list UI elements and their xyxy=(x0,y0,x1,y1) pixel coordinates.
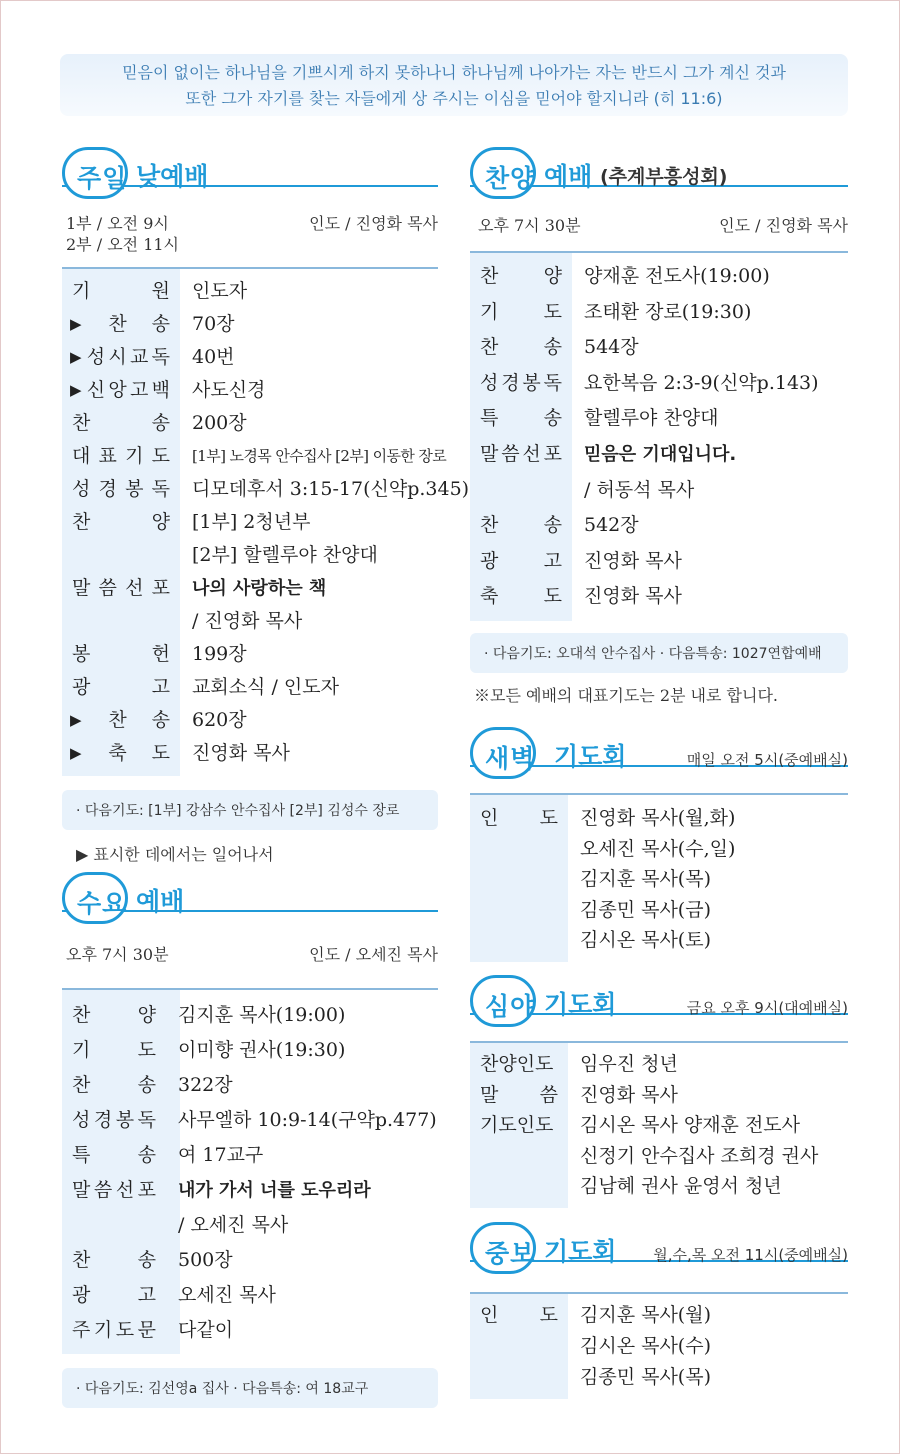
label-char: 양 xyxy=(137,1004,156,1026)
leader-row xyxy=(470,864,848,895)
label-char: 도 xyxy=(543,300,562,323)
row-label xyxy=(470,1110,568,1141)
leader-table xyxy=(470,1041,848,1208)
service-row xyxy=(62,605,438,638)
section-title: 낮예배 xyxy=(136,162,209,191)
label-char: 찬 xyxy=(72,1074,91,1096)
label-char: 문 xyxy=(137,1319,156,1341)
label-char: 송 xyxy=(137,1249,156,1271)
section-title: 기도회 xyxy=(544,990,617,1019)
row-value: 교회소식 / 인도자 xyxy=(192,676,339,698)
row-value: 나의 사랑하는 책 xyxy=(192,578,327,599)
meeting-time: 금요 오후 9시(대예배실) xyxy=(686,999,848,1017)
dawn-prayer-section xyxy=(470,727,848,962)
label-char: 축 xyxy=(108,742,127,764)
service-row xyxy=(62,275,438,308)
section-header xyxy=(470,1222,848,1278)
service-row xyxy=(470,1080,848,1111)
row-label xyxy=(470,1171,568,1202)
label-char: 고 xyxy=(130,379,149,401)
label-char: 송 xyxy=(151,313,170,335)
row-value: 김시온 목사(수) xyxy=(580,1335,711,1357)
next-prayer-note: · 다음기도: [1부] 강삼수 안수집사 [2부] 김성수 장로 xyxy=(62,790,438,830)
row-value: 진영화 목사 xyxy=(584,585,682,608)
label-char: 독 xyxy=(151,478,170,500)
label-char: 기 xyxy=(125,445,144,467)
label-char: 씀 xyxy=(539,1083,558,1106)
header-badge xyxy=(470,975,536,1027)
row-label xyxy=(470,864,568,895)
row-label xyxy=(62,539,180,572)
row-value: 인도자 xyxy=(192,280,248,302)
row-label xyxy=(470,437,572,473)
header-badge xyxy=(62,147,128,199)
bible-verse xyxy=(60,54,848,116)
stand-arrow-icon: ▶ xyxy=(70,348,82,366)
service-schedule xyxy=(62,944,438,974)
prayer-time-notice: ※모든 예배의 대표기도는 2분 내로 합니다. xyxy=(474,685,778,705)
label-char: 기도인도 xyxy=(480,1114,554,1137)
row-label xyxy=(470,579,572,615)
row-value: 내가 가서 너를 도우리라 xyxy=(178,1180,371,1201)
section-title: 예배 xyxy=(544,162,593,191)
label-char: 봉 xyxy=(125,478,144,500)
row-value: 진영화 목사 xyxy=(192,742,290,764)
section-title: 기도회 xyxy=(544,1237,617,1266)
row-value: 40번 xyxy=(192,346,235,368)
header-badge xyxy=(470,727,536,779)
service-row xyxy=(62,1068,438,1103)
label-char: 고 xyxy=(151,676,170,698)
label-char: 포 xyxy=(543,442,562,465)
schedule-line: 오후 7시 30분 xyxy=(478,216,581,235)
label-char: 송 xyxy=(543,407,562,430)
label-char: 독 xyxy=(137,1109,156,1131)
service-row xyxy=(62,407,438,440)
label-char: 앙 xyxy=(108,379,127,401)
row-value: 김지훈 목사(목) xyxy=(580,868,711,891)
label-char: 찬양인도 xyxy=(480,1053,554,1075)
label-char: 말 xyxy=(480,1083,499,1106)
label-char: 송 xyxy=(151,412,170,434)
row-label xyxy=(62,1068,166,1103)
label-char: 성 xyxy=(86,346,106,368)
row-value: 김시온 목사(토) xyxy=(580,929,711,952)
row-label xyxy=(62,407,180,440)
leader-row xyxy=(470,895,848,926)
row-label xyxy=(470,925,568,956)
service-row xyxy=(62,572,438,605)
service-row xyxy=(470,330,848,366)
row-label xyxy=(62,704,180,737)
label-char: 성 xyxy=(72,478,91,500)
service-row xyxy=(62,1313,438,1348)
row-label xyxy=(62,1278,166,1313)
row-label xyxy=(62,737,180,770)
service-schedule xyxy=(470,215,848,245)
row-value: 김지훈 목사(월) xyxy=(580,1304,711,1326)
stand-arrow-icon: ▶ xyxy=(70,711,82,729)
label-char: 봉 xyxy=(72,643,91,665)
label-char: 경 xyxy=(93,1109,113,1131)
stand-arrow-icon: ▶ xyxy=(70,381,82,399)
badge-text: 주일 xyxy=(77,164,128,193)
label-char: 대 xyxy=(72,445,91,467)
row-value: 200장 xyxy=(192,412,247,434)
wednesday-service-section xyxy=(62,872,438,1408)
row-value: [2부] 할렐루야 찬양대 xyxy=(192,544,378,566)
label-char: 도 xyxy=(539,807,558,829)
leader-table xyxy=(470,793,848,962)
service-row xyxy=(62,440,447,473)
label-char: 봉 xyxy=(522,371,541,394)
row-label xyxy=(470,1300,568,1331)
row-label xyxy=(470,895,568,926)
service-row xyxy=(62,506,438,539)
row-label xyxy=(470,473,572,509)
service-row xyxy=(470,1049,848,1080)
label-char: 포 xyxy=(137,1179,156,1201)
label-char: 기 xyxy=(72,1039,91,1061)
praise-service-section xyxy=(470,147,848,706)
service-row xyxy=(470,401,848,437)
row-value: / 진영화 목사 xyxy=(192,610,303,632)
row-value: 신정기 안수집사 조희경 권사 xyxy=(580,1144,819,1167)
label-char: 성 xyxy=(480,371,499,394)
badge-text: 찬양 xyxy=(485,164,536,193)
section-title: 예배 xyxy=(136,887,185,916)
label-char: 기 xyxy=(480,300,499,323)
order-of-service xyxy=(62,267,470,776)
row-value: 이미향 권사(19:30) xyxy=(178,1039,346,1061)
label-char: 찬 xyxy=(72,511,91,533)
meeting-time: 월,수,목 오전 11시(중예배실) xyxy=(653,1246,848,1264)
label-char: 도 xyxy=(151,742,170,764)
label-char: 도 xyxy=(115,1319,135,1341)
label-char: 찬 xyxy=(480,336,499,359)
row-value: 542장 xyxy=(584,514,639,537)
row-value: 조태환 장로(19:30) xyxy=(584,300,752,323)
row-value: 요한복음 2:3-9(신약p.143) xyxy=(584,371,819,394)
row-label xyxy=(470,330,572,366)
service-leader: 인도 / 진영화 목사 xyxy=(719,216,848,235)
label-char: 백 xyxy=(151,379,170,401)
service-row xyxy=(470,473,848,509)
row-value: 70장 xyxy=(192,313,235,335)
row-value: 김남혜 권사 윤영서 청년 xyxy=(580,1175,782,1198)
row-value: 사도신경 xyxy=(192,379,266,401)
row-label xyxy=(62,1243,166,1278)
row-label xyxy=(470,1049,568,1080)
order-of-service xyxy=(62,988,438,1354)
row-value: 김지훈 목사(19:00) xyxy=(178,1004,346,1026)
label-char: 포 xyxy=(151,577,170,599)
label-char: 인 xyxy=(480,1304,499,1326)
row-value: 김종민 목사(목) xyxy=(580,1366,711,1388)
label-char: 찬 xyxy=(108,313,127,335)
leader-table xyxy=(470,1292,848,1399)
label-char: 원 xyxy=(151,280,170,302)
service-row xyxy=(62,704,438,737)
row-label xyxy=(62,572,180,605)
label-char: 말 xyxy=(72,577,91,599)
label-char: 송 xyxy=(137,1074,156,1096)
label-char: 도 xyxy=(137,1039,156,1061)
row-value: 오세진 목사 xyxy=(178,1284,276,1306)
label-char: 도 xyxy=(539,1304,558,1326)
service-row xyxy=(470,1141,848,1172)
row-label xyxy=(62,275,180,308)
leader-row xyxy=(470,1331,848,1362)
label-char: 송 xyxy=(137,1144,156,1166)
row-label xyxy=(62,1103,166,1138)
row-value: 여 17교구 xyxy=(178,1144,264,1166)
badge-text: 심야 xyxy=(485,992,536,1021)
label-char: 말 xyxy=(480,442,499,465)
row-label xyxy=(62,341,180,374)
row-label xyxy=(62,506,180,539)
service-leader: 인도 / 오세진 목사 xyxy=(309,945,438,964)
schedule-line: 1부 / 오전 9시 xyxy=(66,214,169,233)
stand-arrow-icon: ▶ xyxy=(70,744,82,762)
label-char: 찬 xyxy=(480,514,499,537)
label-char: 시 xyxy=(108,346,127,368)
next-prayer-note: · 다음기도: 오대석 안수집사 · 다음특송: 1027연합예배 xyxy=(470,633,848,673)
row-value: 김시온 목사 양재훈 전도사 xyxy=(580,1114,801,1137)
row-value: / 허동석 목사 xyxy=(584,478,695,501)
service-row xyxy=(62,1138,438,1173)
row-label xyxy=(62,374,180,407)
row-value: 오세진 목사(수,일) xyxy=(580,837,736,860)
label-char: 송 xyxy=(543,514,562,537)
leader-row xyxy=(470,1362,848,1393)
row-value: 진영화 목사(월,화) xyxy=(580,807,736,829)
label-char: 경 xyxy=(501,371,520,394)
label-char: 말 xyxy=(72,1179,91,1201)
service-row xyxy=(62,638,438,671)
row-label xyxy=(470,1080,568,1111)
row-label xyxy=(470,508,572,544)
label-char: 경 xyxy=(98,478,117,500)
label-char: 봉 xyxy=(115,1109,135,1131)
next-prayer-note: · 다음기도: 김선영a 집사 · 다음특송: 여 18교구 xyxy=(62,1368,438,1408)
label-char: 씀 xyxy=(501,442,520,465)
label-char: 송 xyxy=(543,336,562,359)
badge-text: 중보 xyxy=(485,1239,536,1268)
row-label xyxy=(470,259,572,295)
leader-row xyxy=(470,803,848,834)
row-value: 할렐루야 찬양대 xyxy=(584,407,719,430)
row-value: 임우진 청년 xyxy=(580,1053,678,1075)
service-row xyxy=(470,366,848,402)
label-char: 찬 xyxy=(480,265,499,287)
label-char: 고 xyxy=(543,549,562,572)
label-char: 신 xyxy=(86,379,106,401)
label-char: 독 xyxy=(543,371,562,394)
row-label xyxy=(470,1331,568,1362)
row-label xyxy=(470,295,572,331)
service-row xyxy=(62,308,438,341)
row-value: 김종민 목사(금) xyxy=(580,898,711,921)
badge-text: 새벽 xyxy=(485,744,536,773)
label-char: 씀 xyxy=(93,1179,113,1201)
service-row xyxy=(470,579,848,615)
section-header xyxy=(470,147,848,203)
row-value: [1부] 2청년부 xyxy=(192,511,311,533)
section-header xyxy=(62,872,438,928)
service-row xyxy=(470,1110,848,1141)
row-label xyxy=(62,1173,166,1208)
row-value: 199장 xyxy=(192,643,247,665)
service-row xyxy=(62,998,438,1033)
row-label xyxy=(470,366,572,402)
row-label xyxy=(62,1033,166,1068)
service-row xyxy=(470,295,848,331)
label-char: 양 xyxy=(151,511,170,533)
label-char: 기 xyxy=(93,1319,113,1341)
label-char: 헌 xyxy=(151,643,170,665)
row-value: 진영화 목사 xyxy=(584,549,682,572)
label-char: 광 xyxy=(72,1284,91,1306)
service-row xyxy=(62,1103,438,1138)
intercession-prayer-section xyxy=(470,1222,848,1399)
row-label xyxy=(470,803,568,834)
label-char: 선 xyxy=(522,442,541,465)
row-label xyxy=(62,1208,166,1243)
header-badge xyxy=(470,1222,536,1274)
label-char: 축 xyxy=(480,585,499,608)
schedule-line: 오후 7시 30분 xyxy=(66,945,169,964)
label-char: 인 xyxy=(480,807,499,829)
service-row xyxy=(470,508,848,544)
label-char: 도 xyxy=(151,445,170,467)
service-schedule xyxy=(62,213,438,261)
service-row xyxy=(62,539,438,572)
row-label xyxy=(470,401,572,437)
row-label xyxy=(470,834,568,865)
section-header xyxy=(62,147,438,203)
row-label xyxy=(470,544,572,580)
header-badge xyxy=(62,872,128,924)
leader-row xyxy=(470,1300,848,1331)
label-char: 성 xyxy=(72,1109,91,1131)
row-value: 544장 xyxy=(584,336,639,359)
service-row xyxy=(62,1033,438,1068)
section-header xyxy=(470,975,848,1031)
section-title: 기도회 xyxy=(554,742,627,771)
label-char: 씀 xyxy=(98,577,117,599)
label-char: 선 xyxy=(115,1179,135,1201)
row-label xyxy=(62,1138,166,1173)
leader-row xyxy=(470,834,848,865)
row-value: 500장 xyxy=(178,1249,233,1271)
row-value: / 오세진 목사 xyxy=(178,1214,289,1236)
leader-row xyxy=(470,925,848,956)
badge-text: 수요 xyxy=(77,889,128,918)
service-row xyxy=(470,544,848,580)
service-row xyxy=(470,1171,848,1202)
service-row xyxy=(62,1208,438,1243)
label-char: 특 xyxy=(480,407,499,430)
label-char: 찬 xyxy=(72,1249,91,1271)
label-char: 선 xyxy=(125,577,144,599)
row-label xyxy=(62,638,180,671)
service-row xyxy=(62,1173,438,1208)
label-char: 교 xyxy=(130,346,149,368)
row-value: 620장 xyxy=(192,709,247,731)
row-label xyxy=(62,998,166,1033)
service-row xyxy=(62,341,438,374)
row-label xyxy=(62,605,180,638)
service-row xyxy=(470,259,848,295)
service-row xyxy=(62,1278,438,1313)
row-label xyxy=(62,440,180,473)
service-row xyxy=(62,374,438,407)
night-prayer-section xyxy=(470,975,848,1208)
label-char: 광 xyxy=(72,676,91,698)
label-char: 특 xyxy=(72,1144,91,1166)
header-badge xyxy=(470,147,536,199)
row-value: 사무엘하 10:9-14(구약p.477) xyxy=(178,1109,437,1131)
standing-note: ▶ 표시한 데에서는 일어나서 xyxy=(76,845,274,864)
service-row xyxy=(62,473,470,506)
label-char: 주 xyxy=(72,1319,91,1341)
row-value: 322장 xyxy=(178,1074,233,1096)
label-char: 찬 xyxy=(108,709,127,731)
verse-line-2: 또한 그가 자기를 찾는 자들에게 상 주시는 이심을 믿어야 할지니라 (히 11:6) xyxy=(185,89,723,108)
label-char: 표 xyxy=(98,445,117,467)
service-row xyxy=(62,1243,438,1278)
label-char: 찬 xyxy=(72,412,91,434)
row-value: 믿음은 기대입니다. xyxy=(584,443,737,465)
stand-arrow-icon: ▶ xyxy=(70,315,82,333)
label-char: 도 xyxy=(543,585,562,608)
service-row xyxy=(470,437,848,473)
service-row xyxy=(62,737,438,770)
meeting-time: 매일 오전 5시(중예배실) xyxy=(686,751,848,769)
row-label xyxy=(62,1313,166,1348)
label-char: 광 xyxy=(480,549,499,572)
label-char: 고 xyxy=(137,1284,156,1306)
label-char: 독 xyxy=(151,346,170,368)
row-value: 다같이 xyxy=(178,1319,234,1341)
row-value: [1부] 노경목 안수집사 [2부] 이동한 장로 xyxy=(192,447,447,465)
schedule-line: 2부 / 오전 11시 xyxy=(66,235,180,254)
label-char: 송 xyxy=(151,709,170,731)
row-label xyxy=(470,1141,568,1172)
row-value: 양재훈 전도사(19:00) xyxy=(584,265,770,287)
label-char: 찬 xyxy=(72,1004,91,1026)
sunday-service-section xyxy=(62,147,470,865)
row-value: 디모데후서 3:15-17(신약p.345) xyxy=(192,478,470,500)
section-header xyxy=(470,727,848,783)
label-char: 양 xyxy=(543,265,562,287)
verse-line-1: 믿음이 없이는 하나님을 기쁘시게 하지 못하나니 하나님께 나아가는 자는 반드시 그가 계신 것과 xyxy=(122,63,786,82)
row-label xyxy=(470,1362,568,1393)
row-label xyxy=(62,308,180,341)
section-subtitle: (추계부흥성회) xyxy=(600,166,728,188)
service-leader: 인도 / 진영화 목사 xyxy=(309,214,438,233)
row-value: 진영화 목사 xyxy=(580,1083,678,1106)
order-of-service xyxy=(470,251,848,621)
row-label xyxy=(62,473,180,506)
service-row xyxy=(62,671,438,704)
row-label xyxy=(62,671,180,704)
label-char: 기 xyxy=(72,280,91,302)
